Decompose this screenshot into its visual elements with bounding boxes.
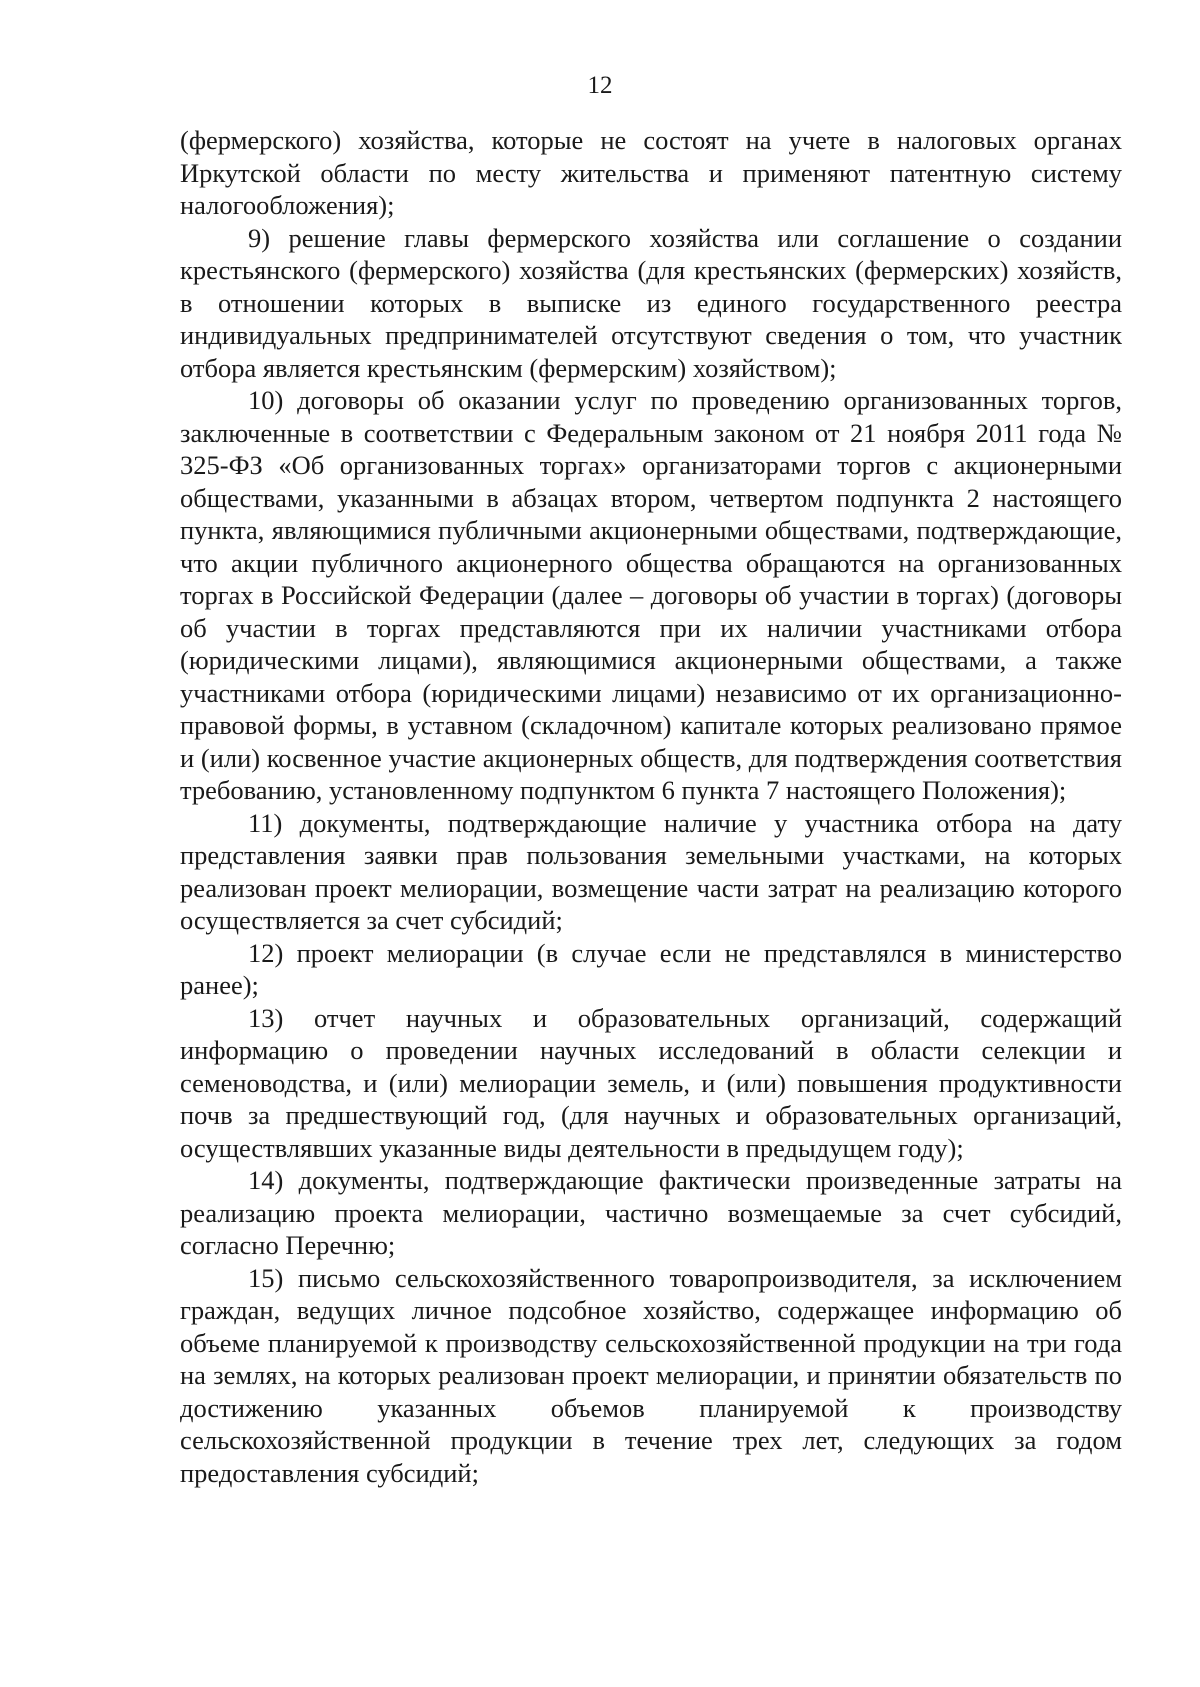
paragraph-item-14: 14) документы, подтверждающие фактически произведенные затраты на реализацию проекта мелиорации, частично возмещаемые за счет субсидий, согласно Перечню;	[180, 1165, 1122, 1260]
paragraph-item-11: 11) документы, подтверждающие наличие у участника отбора на дату представления заявки прав пользования земельными участками, на которых реализован проект мелиорации, возмещение части затрат на реализацию которого осуществляется за счет субсидий;	[180, 807, 1122, 935]
paragraph-item-10: 10) договоры об оказании услуг по проведению организованных торгов, заключенные в соответствии с Федеральным законом от 21 ноября 2011 года № 325-ФЗ «Об организованных торгах» организаторами торгов с акционерными обществами, указанными в абзацах втором, четвертом подпункта 2 настоящего пункта, являющимися публичными акционерными обществами, подтверждающие, что акции публичного акционерного общества обращаются на организованных торгах в Российской Федерации (далее – договоры об участии в торгах) (договоры об участии в торгах представляются при их наличии участниками отбора (юридическими лицами), являющимися акционерными обществами, а также участниками отбора (юридическими лицами) независимо от их организационно-правовой формы, в уставном (складочном) капитале которых реализовано прямое и (или) косвенное участие акционерных обществ, для подтверждения соответствия требованию, установленному подпунктом 6 пункта 7 настоящего Положения);	[180, 385, 1122, 805]
paragraph-item-12: 12) проект мелиорации (в случае если не представлялся в министерство ранее);	[180, 937, 1122, 1000]
document-body	[180, 124, 1122, 1489]
page-number: 12	[587, 72, 613, 99]
paragraph-item-9: 9) решение главы фермерского хозяйства или соглашение о создании крестьянского (фермерского) хозяйства (для крестьянских (фермерских) хозяйств, в отношении которых в выписке из единого государственного реестра индивидуальных предпринимателей отсутствуют сведения о том, что участник отбора является крестьянским (фермерским) хозяйством);	[180, 222, 1122, 383]
paragraph-item-13: 13) отчет научных и образовательных организаций, содержащий информацию о проведении научных исследований в области селекции и семеноводства, и (или) мелиорации земель, и (или) повышения продуктивности почв за предшествующий год, (для научных и образовательных организаций, осуществлявших указанные виды деятельности в предыдущем году);	[180, 1002, 1122, 1163]
paragraph-item-15: 15) письмо сельскохозяйственного товаропроизводителя, за исключением граждан, ведущих личное подсобное хозяйство, содержащее информацию об объеме планируемой к производству сельскохозяйственной продукции на три года на землях, на которых реализован проект мелиорации, и принятии обязательств по достижению указанных объемов планируемой к производству сельскохозяйственной продукции в течение трех лет, следующих за годом предоставления субсидий;	[180, 1262, 1122, 1488]
paragraph-continuation: (фермерского) хозяйства, которые не состоят на учете в налоговых органах Иркутской области по месту жительства и применяют патентную систему налогообложения);	[180, 125, 1122, 220]
